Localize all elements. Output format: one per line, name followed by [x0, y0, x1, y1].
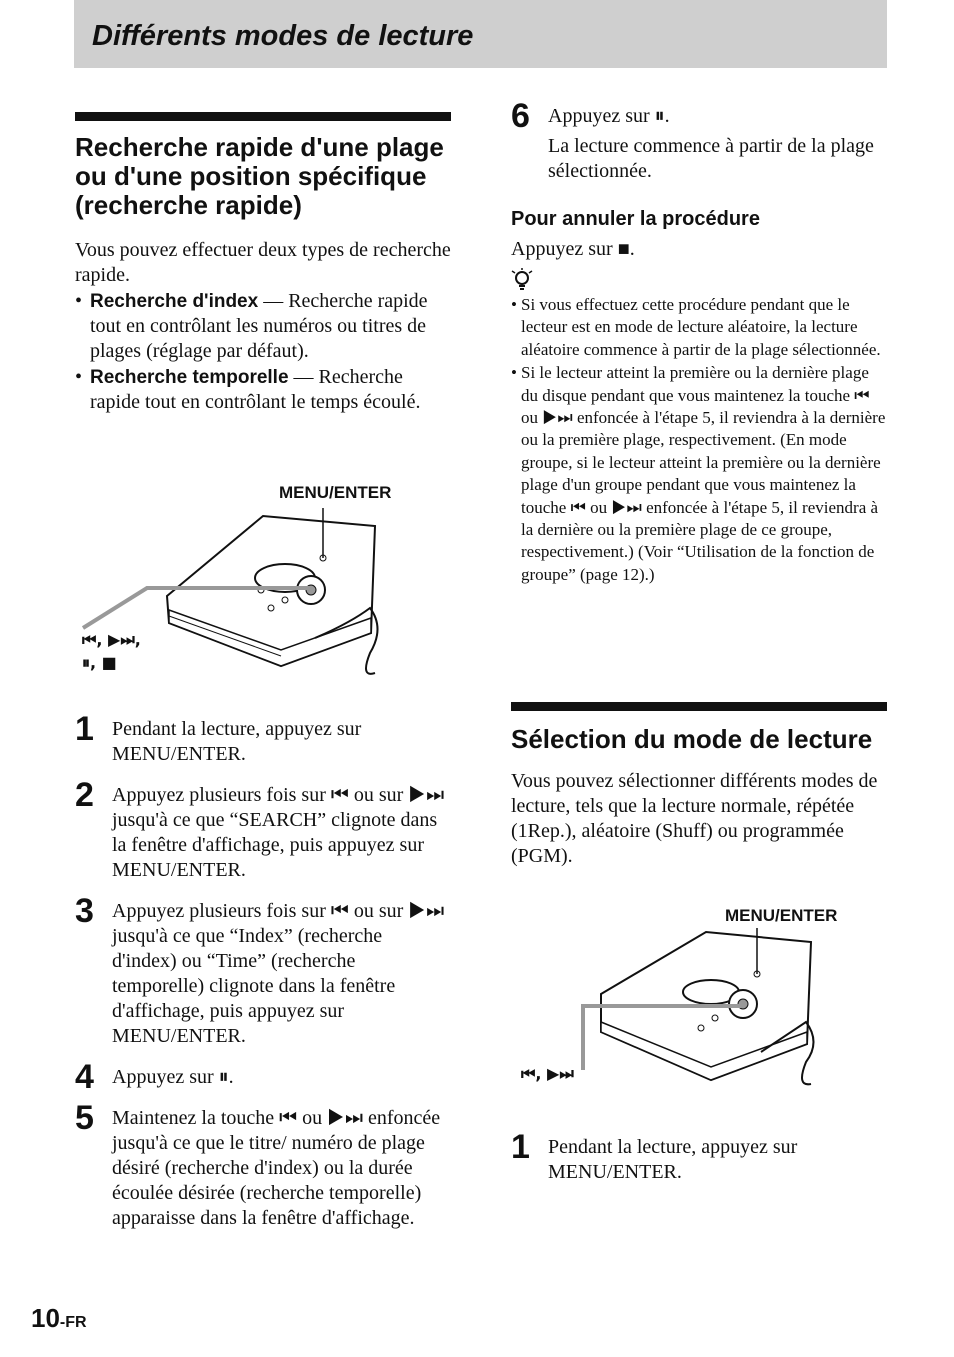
step-6	[511, 97, 887, 184]
cancel-heading: Pour annuler la procédure	[511, 208, 760, 230]
step-text: Appuyez plusieurs fois sur ⏮ ou sur ▶⏭ jusqu'à ce que “SEARCH” clignote dans la fenêtre d'affichage, puis appuyez sur MENU/ENTER.	[112, 784, 445, 881]
menu-enter-label: MENU/ENTER	[725, 906, 838, 925]
step-1	[75, 710, 451, 767]
section-heading: Sélection du mode de lecture	[511, 724, 873, 754]
page-number	[31, 1303, 87, 1334]
step-1	[511, 1128, 887, 1185]
step-2	[75, 776, 451, 883]
step-number: 2	[75, 776, 94, 814]
page-number-value: 10	[31, 1303, 60, 1333]
step-text: Appuyez plusieurs fois sur ⏮ ou sur ▶⏭ jusqu'à ce que “Index” (recherche d'index) ou “Time” (recherche temporelle) clignote dans la fenêtre d'affichage, puis appuyez sur MENU/ENTER.	[112, 900, 445, 1047]
section-banner	[74, 0, 887, 68]
step-5	[75, 1099, 451, 1231]
play-mode-steps	[511, 1128, 887, 1201]
bullet-term: Recherche temporelle	[90, 367, 289, 388]
bullet-text: — Recherche rapide tout en contrôlant les numéros ou titres de plages (réglage par défaut).	[90, 290, 428, 362]
player-figure	[75, 478, 451, 678]
skip-buttons-label: ⏮, ▶⏭,	[82, 630, 141, 649]
tip-item: • Si vous effectuez cette procédure pendant que le lecteur est en mode de lecture aléatoire, la lecture aléatoire commence à partir de la plage sélectionnée.	[511, 294, 887, 361]
bullet-text: — Recherche rapide tout en contrôlant le temps écoulé.	[90, 366, 421, 413]
menu-enter-label: MENU/ENTER	[279, 483, 392, 502]
section-rule	[75, 112, 451, 121]
intro-text: Vous pouvez effectuer deux types de recherche rapide.	[75, 239, 451, 286]
steps-list	[75, 710, 451, 1247]
step-text: Pendant la lecture, appuyez sur MENU/ENTER.	[112, 718, 362, 765]
right-column	[511, 97, 887, 586]
cancel-text: Appuyez sur ■.	[511, 238, 635, 260]
bullet-time-search	[75, 365, 451, 415]
page-suffix: -FR	[59, 1314, 87, 1331]
step-detail: La lecture commence à partir de la plage sélectionnée.	[548, 135, 874, 182]
left-column	[75, 112, 451, 415]
bullet-index-search	[75, 289, 451, 364]
step-3	[75, 892, 451, 1049]
section-heading: Recherche rapide d'une plage ou d'une position spécifique (recherche rapide)	[75, 132, 444, 220]
play-mode-section	[511, 702, 887, 869]
step-text: Maintenez la touche ⏮ ou ▶⏭ enfoncée jusqu'à ce que le titre/ numéro de plage désiré (recherche d'index) ou la durée écoulée désirée (recherche temporelle) apparaisse dans la fenêtre d'affichage.	[112, 1107, 441, 1229]
step-number: 5	[75, 1099, 94, 1137]
step-4	[75, 1058, 451, 1096]
section-rule	[511, 702, 887, 711]
skip-buttons-label: ⏮, ▶⏭	[521, 1064, 574, 1083]
pause-stop-buttons-label: ⏸, ■	[82, 653, 117, 672]
step-number: 4	[75, 1058, 94, 1096]
step-number: 3	[75, 892, 94, 930]
step-text: Pendant la lecture, appuyez sur MENU/ENTER.	[548, 1136, 798, 1183]
bullet-term: Recherche d'index	[90, 291, 259, 312]
step-number: 1	[511, 1128, 530, 1166]
lightbulb-icon	[511, 268, 533, 292]
step-text: Appuyez sur ⏸.	[112, 1066, 234, 1088]
intro-text: Vous pouvez sélectionner différents modes de lecture, tels que la lecture normale, répétée (1Rep.), aléatoire (Shuff) ou programmée (PGM).	[511, 770, 878, 867]
step-number: 1	[75, 710, 94, 748]
player-figure-2	[511, 902, 887, 1092]
step-number: 6	[511, 97, 530, 135]
step-text: Appuyez sur ⏸.	[548, 105, 670, 127]
banner-title: Différents modes de lecture	[92, 20, 474, 52]
tip-item: • Si le lecteur atteint la première ou la dernière plage du disque pendant que vous maintenez la touche ⏮ ou ▶⏭ enfoncée à l'étape 5, il reviendra à la dernière ou la première plage, respectivement. (En mode groupe, si le lecteur atteint la première ou la dernière plage d'un groupe pendant que vous maintenez la touche ⏮ ou ▶⏭ enfoncée à l'étape 5, il reviendra à la dernière ou la première plage de ce groupe, respectivement.) (Voir “Utilisation de la fonction de groupe” (page 12).)	[511, 362, 887, 586]
